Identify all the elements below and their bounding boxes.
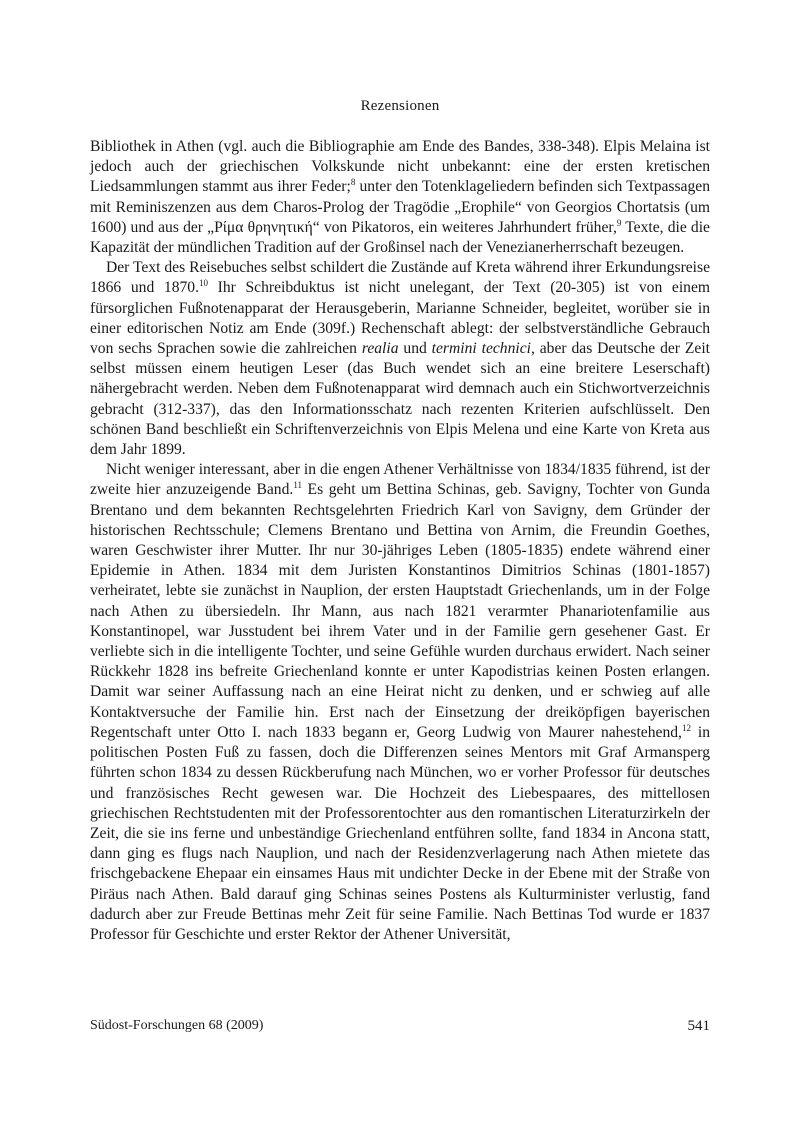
footnote-ref: 12 [681, 722, 691, 733]
review-text [90, 137, 710, 945]
footnote-ref: 9 [616, 217, 622, 228]
running-head: Rezensionen [360, 98, 440, 114]
paragraph: Bibliothek in Athen (vgl. auch die Bibliographie am Ende des Bandes, 338-348). Elpis Melaina ist jedoch auch der griechischen Volkskunde nicht unbekannt: eine der ersten kretischen Liedsammlungen stammt aus ihrer Feder;$^8$ unter den Totenklageliedern befinden sich Textpassagen mit Reminiszenzen aus dem Charos-Prolog der Tragödie „Erophile“ von Georgios Chortatsis (um 1600) und aus der „Ρίμα θρηνητική“ von Pikatoros, ein weiteres Jahrhundert früher,$^9$ Texte, die die Kapazität der mündlichen Tradition auf der Großinsel nach der Venezianerherrschaft bezeugen. [90, 138, 710, 257]
paragraph: Nicht weniger interessant, aber in die engen Athener Verhältnisse von 1834/1835 führend, ist der zweite hier anzuzeigende Band.$^{11}$ Es geht um Bettina Schinas, geb. Savigny, Tochter von Gunda Brentano und dem bekannten Rechtsgelehrten Friedrich Karl von Savigny, dem Gründer der historischen Rechtsschule; Clemens Brentano und Bettina von Arnim, die Freundin Goethes, waren Geschwister ihrer Mutter. Ihr nur 30-jähriges Leben (1805-1835) endete während einer Epidemie in Athen. 1834 mit dem Juristen Konstantinos Dimitrios Schinas (1801-1857) verheiratet, lebte sie zunächst in Nauplion, der ersten Hauptstadt Griechenlands, um in der Folge nach Athen zu übersiedeln. Ihr Mann, aus nach 1821 verarmter Phanariotenfamilie aus Konstantinopel, war Jusstudent bei ihrem Vater und in der Familie gern gesehener Gast. Er verliebte sich in die intelligente Tochter, und seine Gefühle wurden durchaus erwidert. Nach seiner Rückkehr 1828 ins befreite Griechenland konnte er unter Kapodistrias keinen Posten erlangen. Damit war seiner Auffassung nach an eine Heirat nicht zu denken, und er schwieg auf alle Kontaktversuche der Familie hin. Erst nach der Einsetzung der dreiköpfigen bayerischen Regentschaft unter Otto I. nach 1833 begann er, Georg Ludwig von Maurer nahestehend,$^{12}$ in politischen Posten Fuß zu fassen, doch die Differenzen seines Mentors mit Graf Armansperg führten schon 1834 zu dessen Rückberufung nach München, wo er vorher Professor für deutsches und französisches Recht gewesen war. Die Hochzeit des Liebespaares, des mittellosen griechischen Rechtstudenten mit der Professorentochter aus den romantischen Literaturzirkeln der Zeit, die sie ins ferne und unbeständige Griechenland entführen sollte, fand 1834 in Ancona statt, dann ging es flugs nach Nauplion, und nach der Residenzverlagerung nach Athen mietete das frischgebackene Ehepaar ein einsames Haus mit undichter Decke in der Ebene mit der Straße von Piräus nach Athen. Bald darauf ging Schinas seines Postens als Kulturminister verlustig, fand dadurch aber zur Freude Bettinas mehr Zeit für seine Familie. Nach Bettinas Tod wurde er 1837 Professor für Geschichte und erster Rektor der Athener Universität, [90, 461, 710, 943]
footnote-ref: 8 [350, 177, 356, 188]
footnote-ref: 11 [293, 480, 302, 491]
page-number: 541 [687, 1018, 710, 1034]
footnote-ref: 10 [199, 278, 208, 289]
paragraph: Der Text des Reisebuches selbst schildert die Zustände auf Kreta während ihrer Erkundungsreise 1866 und 1870.10 Ihr Schreibduktus ist nicht unelegant, der Text (20-305) ist von einem fürsorglichen Fußnotenapparat der Herausgeberin, Marianne Schneider, begleitet, worüber sie in einer editorischen Notiz am Ende (309f.) Rechenschaft ablegt: der selbstverständliche Gebrauch von sechs Sprachen sowie die zahlreichen realia und termini technici, aber das Deutsche der Zeit selbst müssen einem heutigen Leser (das Buch wendet sich an eine breitere Leserschaft) nähergebracht werden. Neben dem Fußnotenapparat wird demnach auch ein Stichwortverzeichnis gebracht (312-337), das den Informationsschatz nach rezenten Kriterien aufschlüsselt. Den schönen Band beschließt ein Schriftenverzeichnis von Elpis Melena und eine Karte von Kreta aus dem Jahr 1899. [90, 259, 711, 459]
italic-term: termini technici [431, 340, 531, 358]
journal-citation: Südost-Forschungen 68 (2009) [90, 1018, 264, 1033]
page-footer [90, 1018, 710, 1035]
italic-term: realia [361, 340, 399, 358]
